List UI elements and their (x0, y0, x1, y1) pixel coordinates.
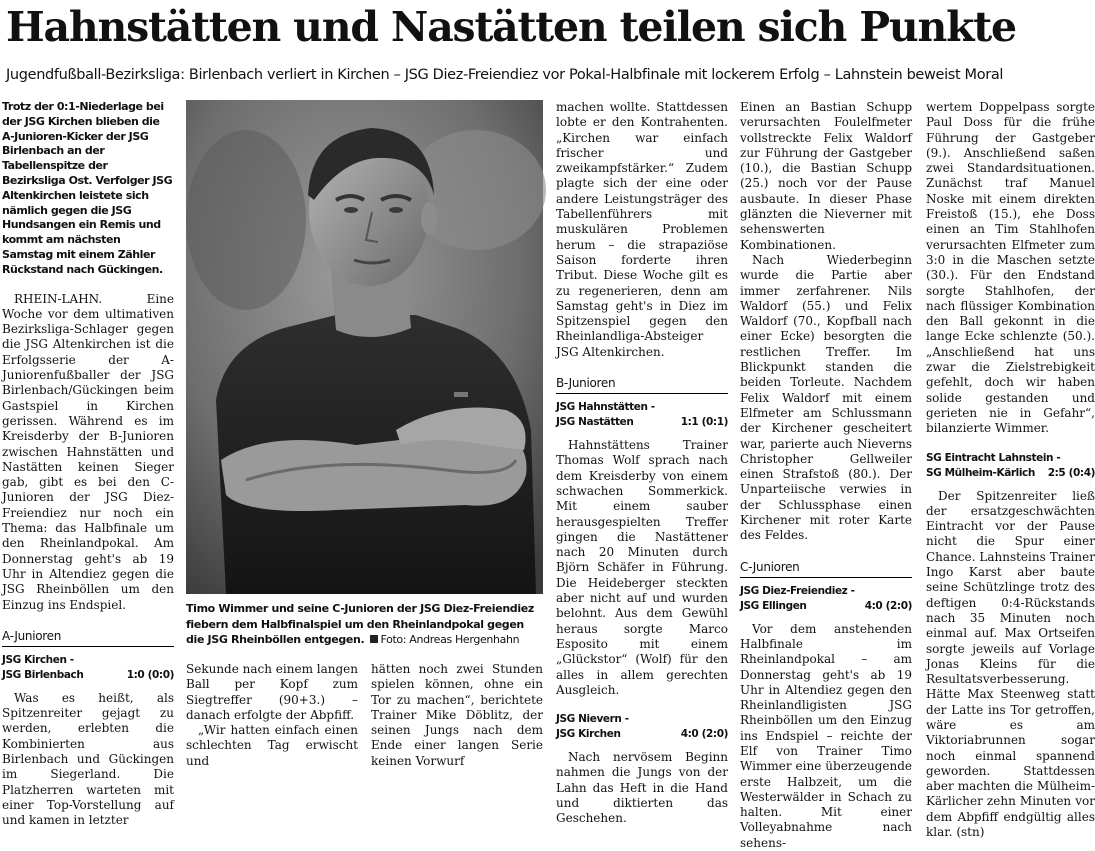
paragraph: Nach nervösem Beginn nahmen die Jungs von der Lahn das Heft in die Hand und diktierten das Geschehen. (556, 750, 728, 826)
match-home-team: JSG Diez-Freiendiez - (740, 584, 855, 597)
caption-text: Timo Wimmer und seine C-Junioren der JSG Diez-Freiendiez fiebern dem Halbfinalspiel um den Rheinlandpokal gegen die JSG Rheinböllen entgegen. (186, 602, 534, 646)
paragraph: Hahnstättens Trainer Thomas Wolf sprach nach dem Kreisderby von einem schwachen Sommerkick. Mit einem sauber herausgespielten Treffer gingen die Nastättener nach 20 Minuten durch Björn Schäfer in Führung. Die Heideberger steckten aber nicht auf und wurden belohnt. Aus dem Gewühl heraus sorgte Marco Esposito mit einem „Glückstor“ (Wolf) für den alles in allem gerechten Ausgleich. (556, 438, 728, 697)
match-away-team: SG Mülheim-Kärlich (926, 466, 1035, 479)
match-result (556, 400, 728, 430)
match-score: 1:1 (0:1) (680, 416, 728, 429)
paragraph: Einen an Bastian Schupp verursachten Foulelfmeter vollstreckte Felix Waldorf zur Führung der Gastgeber (10.), die Bastian Schupp (25.) noch vor der Pause ausbaute. In dieser Phase glänzten die Nieverner mit sehenswerten Kombinationen. (740, 100, 912, 252)
match-result (740, 584, 912, 614)
author-initials: (stn) (956, 825, 985, 840)
section-heading-b-junioren: B-Junioren (556, 376, 728, 394)
paragraph: Was es heißt, als Spitzenreiter gejagt zu werden, erlebten die Kombinierten aus Birlenbach und Gückingen im Siegerland. Die Platzherren warteten mit einer Top-Vorstellung auf und kamen in letzter (2, 690, 174, 828)
paragraph-text: Der Spitzenreiter ließ der ersatzgeschwächten Eintracht vor der Pause nicht die Spur einer Chance. Lahnsteins Trainer Ingo Karst aber baute seine Schützlinge trotz des deftigen 0:4-Rückstands nach 35 Minuten noch einmal auf. Max Ortseifen sorgte jeweils auf Vorlage Jonas Kleins für die Resultatsverbesserung. Hätte Max Steenweg statt der Latte ins Tor getroffen, wäre es am Viktoriabrunnen sogar noch einmal spannend geworden. Stattdessen aber machten die Mülheim-Kärlicher zehn Minuten vor dem Abpfiff endgültig alles klar. (926, 488, 1095, 840)
paragraph: Sekunde nach einem langen Ball per Kopf zum Siegtreffer (90+3.) – danach erfolgte der Abpfiff. (186, 662, 358, 722)
article-photo (186, 100, 543, 594)
paragraph: RHEIN-LAHN. Eine Woche vor dem ultimativen Bezirksliga-Schlager gegen die JSG Altenkirchen ist die Erfolgsserie der A-Juniorenfußballer der JSG Birlenbach/Gückingen beim Gastspiel in Kirchen gerissen. Während es im Kreisderby der B-Junioren zwischen Hahnstätten und Nastätten keinen Sieger gab, gibt es bei den C-Junioren der JSG Diez-Freiendiez nur noch ein Thema: das Halbfinale um den Rheinlandpokal. Am Donnerstag geht's ab 19 Uhr in Altendiez gegen die JSG Rheinböllen um den Einzug ins Endspiel. (2, 291, 174, 612)
article-column-5 (926, 100, 1095, 840)
match-score: 4:0 (2:0) (864, 599, 912, 612)
match-away-team: JSG Nastätten (556, 416, 634, 429)
match-home-team: JSG Hahnstätten - (556, 401, 655, 414)
match-home-team: JSG Nievern - (556, 713, 629, 726)
article-column-1 (2, 100, 174, 828)
paragraph (926, 489, 1095, 841)
paragraph: Nach Wiederbeginn wurde die Partie aber immer zerfahrener. Nils Waldorf (55.) und Felix Waldorf (70., Kopfball nach einer Ecke) besorgten die restlichen Treffer. Im Blickpunkt standen die beiden Torleute. Nachdem Felix Waldorf mit einem Elfmeter am Schlussmann der Kirchener gescheitert war, parierte auch Nieverns Christopher Gellweiler einen Strafstoß (80.). Der Unparteiische verwies in der Schlussphase einen Kirchener mit roter Karte des Feldes. (740, 252, 912, 543)
match-result (926, 451, 1095, 481)
photo-caption (186, 601, 543, 648)
photo-credit-marker-icon (370, 635, 378, 643)
match-score: 4:0 (2:0) (680, 728, 728, 741)
match-score: 1:0 (0:0) (126, 668, 174, 681)
coach-photo-image (186, 100, 543, 594)
paragraph: „Wir hatten einfach einen schlechten Tag erwischt und (186, 723, 358, 768)
paragraph: machen wollte. Stattdessen lobte er den Kontrahenten. „Kirchen war einfach frischer und zweikampfstärker.“ Zudem plagte sich der eine oder andere Leistungsträger des Tabellenführers mit muskulären Problemen herum – die strapaziöse Saison forderte ihren Tribut. Diese Woche gilt es zu regenerieren, denn am Samstag geht's in Diez im Spitzenspiel gegen den Rheinlandliga-Absteiger JSG Altenkirchen. (556, 100, 728, 359)
match-home-team: SG Eintracht Lahnstein - (926, 451, 1061, 464)
section-heading-c-junioren: C-Junioren (740, 560, 912, 578)
match-away-team: JSG Kirchen (556, 728, 621, 741)
paragraph: hätten noch zwei Stunden spielen können, ohne ein Tor zu machen“, berichtete Trainer Mike Döblitz, der seinen Jungs nach dem Ende einer langen Serie keinen Vorwurf (371, 662, 543, 768)
article-column-2b (371, 662, 543, 768)
article-column-2a (186, 662, 358, 768)
paragraph: wertem Doppelpass sorgte Paul Doss für die frühe Führung der Gastgeber (9.). Anschließend saßen zwei Standardsituationen. Zunächst traf Manuel Noske mit einem direkten Freistoß (15.), ehe Doss einen an Tim Stahlhofen verursachten Elfmeter zum 3:0 in die Maschen setzte (30.). Für den Endstand sorgte Stahlhofen, der nach flüssiger Kombination den Ball gekonnt in die lange Ecke schlenzte (50.). „Anschließend hat uns zwar die Zielstrebigkeit gefehlt, doch wir haben solide gestanden und gerieten nie in Gefahr“, bilanzierte Wimmer. (926, 100, 1095, 436)
subheadline: Jugendfußball-Bezirksliga: Birlenbach verliert in Kirchen – JSG Diez-Freiendiez vor Pokal-Halbfinale mit lockerem Erfolg – Lahnstein beweist Moral (6, 67, 1004, 83)
match-home-team: JSG Kirchen - (2, 653, 74, 666)
article-column-3 (556, 100, 728, 826)
match-result (556, 712, 728, 742)
match-score: 2:5 (0:4) (1047, 466, 1095, 479)
paragraph: Vor dem anstehenden Halbfinale im Rheinlandpokal – am Donnerstag geht's ab 19 Uhr in Altendiez gegen den Rheinlandligisten JSG Rheinböllen um den Einzug ins Endspiel – reichte der Elf von Trainer Timo Wimmer eine überzeugende erste Halbzeit, um die Westerwälder in Schach zu halten. Mit einer Volleyabnahme nach sehens- (740, 621, 912, 850)
article-column-4 (740, 100, 912, 850)
section-heading-a-junioren: A-Junioren (2, 629, 174, 647)
article-lead: Trotz der 0:1-Niederlage bei der JSG Kirchen blieben die A-Junioren-Kicker der JSG Birlenbach an der Tabellenspitze der Bezirksliga Ost. Verfolger JSG Altenkirchen leistete sich nämlich gegen die JSG Hundsangen ein Remis und kommt am nächsten Samstag mit einem Zähler Rückstand nach Gückingen. (2, 100, 173, 276)
match-result (2, 653, 174, 683)
photo-credit: Foto: Andreas Hergenhahn (380, 633, 520, 646)
match-away-team: JSG Birlenbach (2, 668, 84, 681)
match-away-team: JSG Ellingen (740, 599, 807, 612)
headline: Hahnstätten und Nastätten teilen sich Punkte (6, 3, 1016, 51)
